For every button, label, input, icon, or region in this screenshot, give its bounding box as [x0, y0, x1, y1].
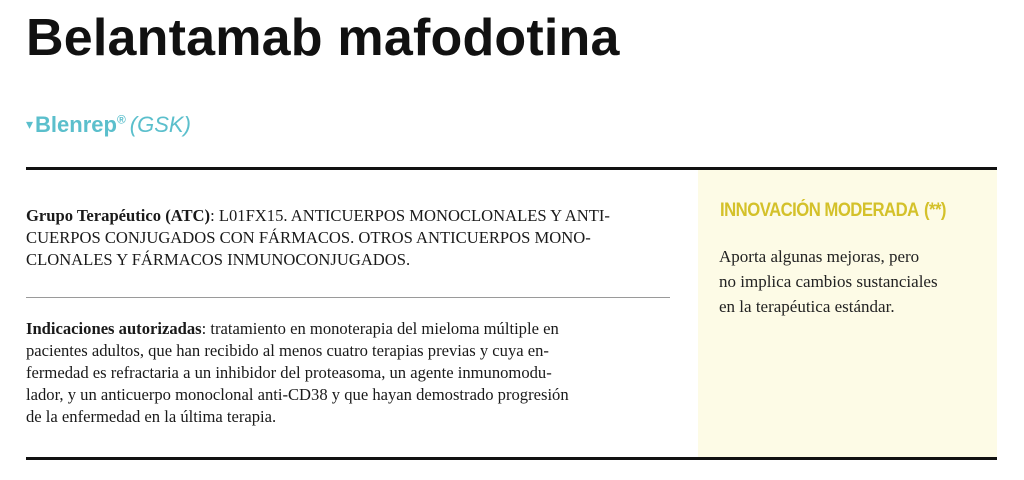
indications-line-2: pacientes adultos, que han recibido al menos cuatro terapias previas y cuya en-	[26, 341, 549, 360]
innovation-label	[720, 200, 946, 222]
indications-line-4: lador, y un anticuerpo monoclonal anti-CD38 y que hayan demostrado progresión	[26, 385, 569, 404]
atc-label: Grupo Terapéutico (ATC)	[26, 206, 211, 225]
brand-line	[26, 112, 191, 138]
innovation-description	[719, 244, 989, 319]
registered-mark: ®	[116, 112, 126, 127]
atc-text-1: L01FX15. ANTICUERPOS MONOCLONALES Y ANTI-	[218, 206, 610, 225]
innovation-line-3: en la terapéutica estándar.	[719, 297, 895, 316]
indications-section	[26, 318, 666, 428]
indications-line-1	[26, 318, 666, 340]
bottom-rule	[26, 457, 997, 460]
atc-line-2: CUERPOS CONJUGADOS CON FÁRMACOS. OTROS ANTICUERPOS MONO-	[26, 228, 591, 247]
atc-section	[26, 205, 666, 271]
innovation-stars: (**)	[923, 200, 946, 221]
indications-text-1: tratamiento en monoterapia del mieloma múltiple en	[210, 319, 559, 338]
indications-line-5: de la enfermedad en la última terapia.	[26, 407, 277, 426]
innovation-label-text: INNOVACIÓN MODERADA	[720, 200, 919, 221]
innovation-line-2: no implica cambios sustanciales	[719, 272, 938, 291]
atc-line-3: CLONALES Y FÁRMACOS INMUNOCONJUGADOS.	[26, 250, 411, 269]
company-name: (GSK)	[129, 112, 191, 137]
triangle-down-icon: ▾	[26, 116, 34, 132]
drug-title: Belantamab mafodotina	[26, 9, 620, 67]
indications-line-3: fermedad es refractaria a un inhibidor del proteasoma, un agente inmunomodu-	[26, 363, 552, 382]
section-divider	[26, 297, 670, 298]
innovation-line-1: Aporta algunas mejoras, pero	[719, 247, 920, 266]
atc-separator: :	[210, 206, 219, 225]
atc-line-1	[26, 205, 666, 227]
indications-label: Indicaciones autorizadas	[26, 319, 202, 338]
brand-name: Blenrep	[35, 112, 117, 137]
indications-separator: :	[201, 319, 211, 338]
